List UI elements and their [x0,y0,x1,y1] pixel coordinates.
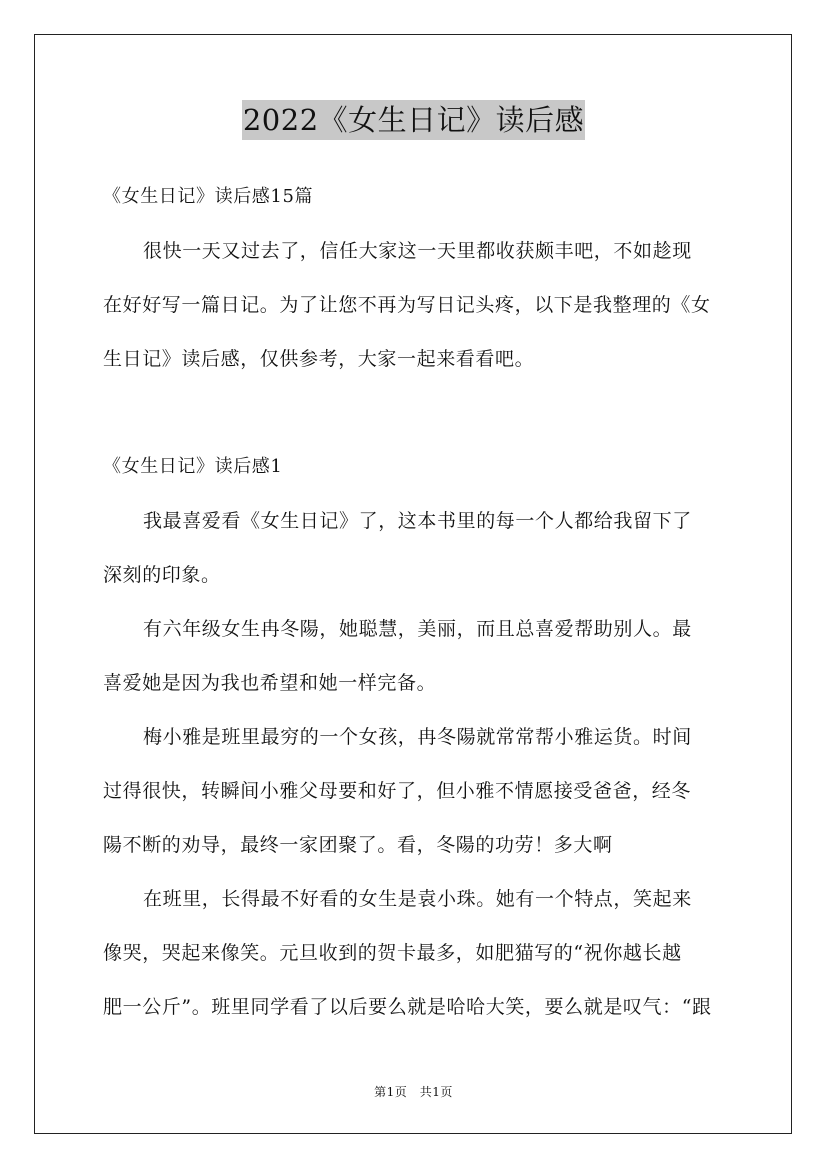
paragraph-3-line-1: 梅小雅是班里最穷的一个女孩，冉冬陽就常常帮小雅运货。时间 [143,726,692,748]
paragraph-3-line-2: 过得很快，转瞬间小雅父母要和好了，但小雅不情愿接受爸爸，经冬 [103,780,692,802]
paragraph-1-line-2: 深刻的印象。 [103,564,221,586]
paragraph-3-line-3: 陽不断的劝导，最终一家团聚了。看，冬陽的功劳！多大啊 [103,834,613,856]
intro-line-1: 很快一天又过去了，信任大家这一天里都收获颇丰吧，不如趁现 [143,240,692,262]
document-title: 2022《女生日记》读后感 [242,100,585,140]
subtitle: 《女生日记》读后感15篇 [103,186,314,207]
section-heading: 《女生日记》读后感1 [103,456,283,477]
paragraph-2-line-1: 有六年级女生冉冬陽，她聪慧，美丽，而且总喜爱帮助别人。最 [143,618,692,640]
paragraph-4-line-2: 像哭，哭起来像笑。元旦收到的贺卡最多，如肥猫写的“祝你越长越 [103,942,682,964]
paragraph-1-line-1: 我最喜爱看《女生日记》了，这本书里的每一个人都给我留下了 [143,510,692,532]
intro-line-2: 在好好写一篇日记。为了让您不再为写日记头疼，以下是我整理的《女 [103,294,711,316]
page-footer: 第1页 共1页 [374,1085,453,1099]
paragraph-gap [103,386,727,440]
paragraph-2-line-2: 喜爱她是因为我也希望和她一样完备。 [103,672,437,694]
title-container [0,100,827,140]
document-body [103,170,727,1034]
paragraph-4-line-1: 在班里，长得最不好看的女生是袁小珠。她有一个特点，笑起来 [143,888,692,910]
intro-line-3: 生日记》读后感，仅供参考，大家一起来看看吧。 [103,348,535,370]
paragraph-4-line-3: 肥一公斤”。班里同学看了以后要么就是哈哈大笑，要么就是叹气：“跟 [103,996,712,1018]
